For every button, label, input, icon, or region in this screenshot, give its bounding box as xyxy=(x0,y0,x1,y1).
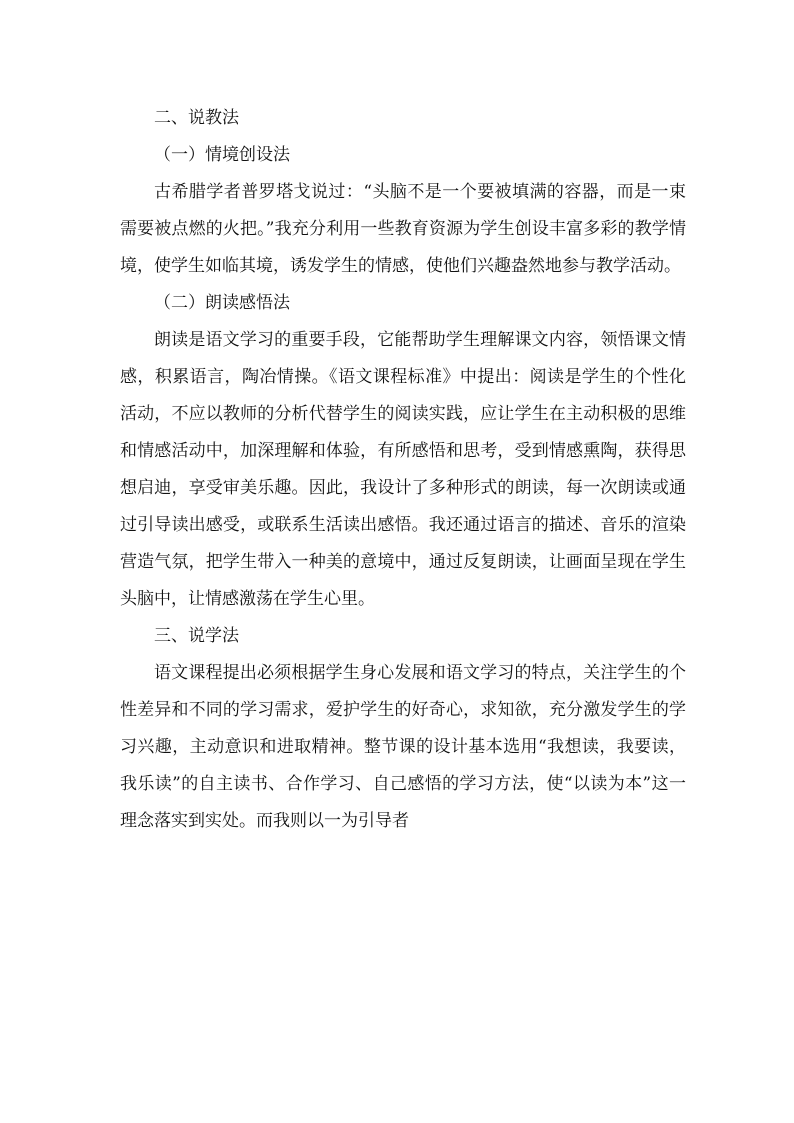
paragraph-situation-creation: 古希腊学者普罗塔戈说过：“头脑不是一个要被填满的容器，而是一束需要被点燃的火把。”我充分利用一些教育资源为学生创设丰富多彩的教学情境，使学生如临其境，诱发学生的情感，使他们兴趣盎然地参与教学活动。 xyxy=(120,182,686,276)
subsection-heading-reading-aloud: （二）朗读感悟法 xyxy=(154,293,290,313)
subsection-heading-situation-creation: （一）情境创设法 xyxy=(154,145,290,165)
paragraph-learning-methods: 语文课程提出必须根据学生身心发展和语文学习的特点，关注学生的个性差异和不同的学习需求，爱护学生的好奇心，求知欲，充分激发学生的学习兴趣，主动意识和进取精神。整节课的设计基本选用“我想读，我要读，我乐读”的自主读书、合作学习、自己感悟的学习方法，使“以读为本”这一理念落实到实处。而我则以一为引导者 xyxy=(120,663,686,831)
section-heading-teaching-methods: 二、说教法 xyxy=(154,108,239,128)
section-heading-learning-methods: 三、说学法 xyxy=(154,626,239,646)
document-body xyxy=(120,100,686,840)
paragraph-reading-aloud: 朗读是语文学习的重要手段，它能帮助学生理解课文内容，领悟课文情感，积累语言，陶冶情操。《语文课程标准》中提出：阅读是学生的个性化活动，不应以教师的分析代替学生的阅读实践，应让学生在主动积极的思维和情感活动中，加深理解和体验，有所感悟和思考，受到情感熏陶，获得思想启迪，享受审美乐趣。因此，我设计了多种形式的朗读，每一次朗读或通过引导读出感受，或联系生活读出感悟。我还通过语言的描述、音乐的渲染营造气氛，把学生带入一种美的意境中，通过反复朗读，让画面呈现在学生头脑中，让情感激荡在学生心里。 xyxy=(120,330,686,609)
